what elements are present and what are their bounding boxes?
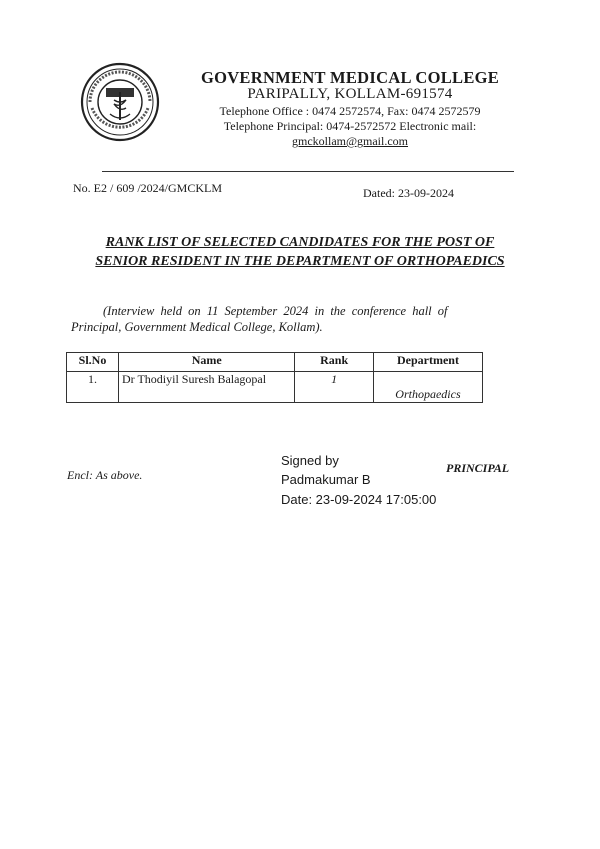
cell-sl-no: 1. [67, 372, 119, 403]
college-address: PARIPALLY, KOLLAM-691574 [247, 86, 453, 102]
cell-department: Orthopaedics [373, 372, 482, 403]
designation-principal: PRINCIPAL [446, 461, 510, 475]
document-date: Dated: 23-09-2024 [363, 186, 454, 200]
table-header-row [67, 353, 483, 372]
title-line-1: RANK LIST OF SELECTED CANDIDATES FOR THE POST OF [105, 235, 495, 250]
signature-date: Date: 23-09-2024 17:05:00 [281, 492, 437, 507]
column-header-sl-no: Sl.No [67, 353, 119, 372]
interview-note-line-1: (Interview held on 11 September 2024 in the conference hall of [103, 304, 448, 318]
column-header-rank: Rank [295, 353, 374, 372]
college-seal-icon [80, 62, 160, 142]
telephone-principal: Telephone Principal: 0474-2572572 Electronic mail: [223, 119, 477, 133]
table-row [67, 372, 483, 403]
cell-rank: 1 [295, 372, 374, 403]
column-header-department: Department [373, 353, 482, 372]
signed-by-label: Signed by [281, 453, 339, 468]
rank-list-table [66, 352, 483, 403]
telephone-office: Telephone Office : 0474 2572574, Fax: 0474 2572579 [219, 104, 481, 118]
enclosure-note: Encl: As above. [67, 468, 143, 482]
column-header-name: Name [119, 353, 295, 372]
cell-name: Dr Thodiyil Suresh Balagopal [119, 372, 295, 403]
signer-name: Padmakumar B [281, 472, 371, 487]
email-link[interactable]: gmckollam@gmail.com [291, 134, 409, 148]
reference-number: No. E2 / 609 /2024/GMCKLM [73, 181, 223, 195]
interview-note-line-2: Principal, Government Medical College, Kollam). [71, 320, 323, 334]
college-name: GOVERNMENT MEDICAL COLLEGE [200, 68, 500, 87]
header-divider [102, 171, 514, 172]
title-line-2: SENIOR RESIDENT IN THE DEPARTMENT OF ORTHOPAEDICS [95, 254, 505, 269]
